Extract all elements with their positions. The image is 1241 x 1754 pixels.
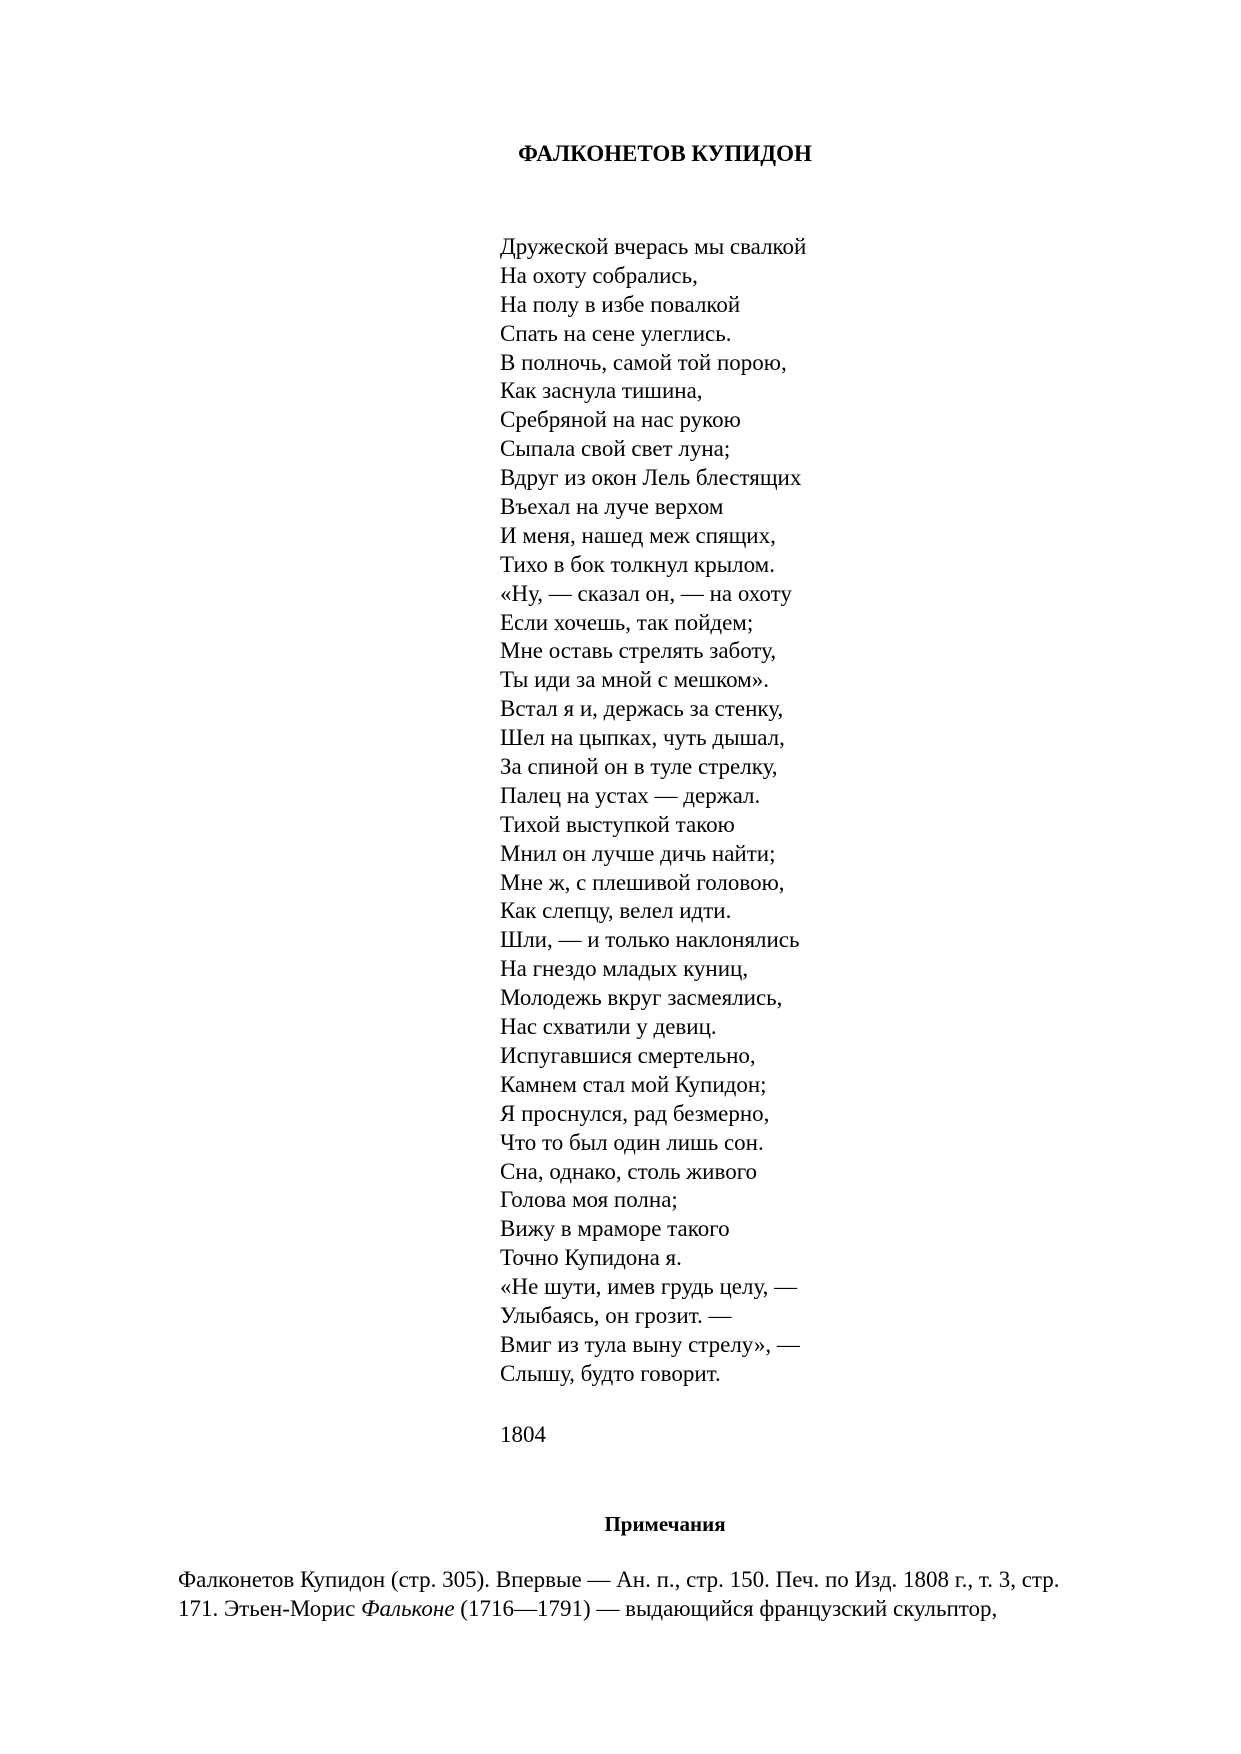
poem-line: Сыпала свой свет луна; <box>500 436 731 462</box>
poem-line: Я проснулся, рад безмерно, <box>500 1100 770 1126</box>
poem-line: Дружеской вчерась мы свалкой <box>500 234 807 259</box>
poem-line: Ты иди за мной с мешком». <box>500 667 769 693</box>
notes-line-2 <box>178 1594 1188 1623</box>
notes-text <box>178 1565 1188 1623</box>
poem-line: Мне ж, с плешивой головою, <box>500 869 785 895</box>
poem-line: Сребряной на нас рукою <box>500 407 741 433</box>
poem-line: Как заснула тишина, <box>500 378 703 404</box>
poem-line: В полночь, самой той порою, <box>500 349 787 375</box>
poem-line: На полу в избе повалкой <box>500 291 741 317</box>
poem-line: Точно Купидона я. <box>500 1245 682 1271</box>
notes-sculptor-name: Фальконе <box>361 1596 455 1621</box>
notes-heading: Примечания <box>604 1512 726 1536</box>
poem-line: Тихой выступкой такою <box>500 811 735 837</box>
poem-line: Молодежь вкруг засмеялись, <box>500 985 783 1011</box>
poem-line: Камнем стал мой Купидон; <box>500 1071 767 1097</box>
poem-line: За спиной он в туле стрелку, <box>500 754 778 780</box>
notes-line-1: Фалконетов Купидон (стр. 305). Впервые — Ан. п., стр. 150. Печ. по Изд. 1808 г., т. 3, стр. <box>178 1567 1060 1592</box>
poem-line: Шли, — и только наклонялись <box>500 927 800 953</box>
poem-line: Вижу в мраморе такого <box>500 1216 730 1242</box>
poem-line: На охоту собрались, <box>500 262 698 288</box>
poem-line: На гнездо младых куниц, <box>500 956 749 982</box>
poem-line: Испугавшися смертельно, <box>500 1042 756 1068</box>
poem-line: Мнил он лучше дичь найти; <box>500 840 776 866</box>
poem-line: Шел на цыпках, чуть дышал, <box>500 725 785 751</box>
poem-line: И меня, нашед меж спящих, <box>500 522 776 548</box>
poem-title: ФАЛКОНЕТОВ КУПИДОН <box>518 141 812 166</box>
poem-line: Нас схватили у девиц. <box>500 1014 717 1040</box>
poem-line: Улыбаясь, он грозит. — <box>500 1302 732 1328</box>
poem-line: «Не шути, имев грудь целу, — <box>500 1274 798 1300</box>
notes-line-2-end: (1716—1791) — выдающийся французский скульптор, <box>454 1596 998 1621</box>
poem-line: Мне оставь стрелять заботу, <box>500 638 777 664</box>
poem-line: Голова моя полна; <box>500 1187 678 1213</box>
poem-line: Если хочешь, так пойдем; <box>500 609 754 635</box>
poem-line: «Ну, — сказал он, — на охоту <box>500 580 792 606</box>
poem-line: Что то был один лишь сон. <box>500 1129 764 1155</box>
poem-line: Как слепцу, велел идти. <box>500 898 732 924</box>
poem-line: Вмиг из тула выну стрелу», — <box>500 1331 800 1357</box>
poem-line: Встал я и, держась за стенку, <box>500 696 784 722</box>
poem-line: Въехал на луче верхом <box>500 494 724 520</box>
poem-year: 1804 <box>500 1422 546 1447</box>
poem-line: Спать на сене улеглись. <box>500 320 732 346</box>
poem-line: Палец на устах — держал. <box>500 782 761 808</box>
poem-line: Тихо в бок толкнул крылом. <box>500 551 775 577</box>
notes-line-2-start: 171. Этьен-Морис <box>178 1596 362 1621</box>
poem-line: Слышу, будто говорит. <box>500 1360 721 1386</box>
poem-line: Сна, однако, столь живого <box>500 1158 758 1184</box>
poem-line: Вдруг из окон Лель блестящих <box>500 465 802 491</box>
poem-body <box>500 233 806 1389</box>
